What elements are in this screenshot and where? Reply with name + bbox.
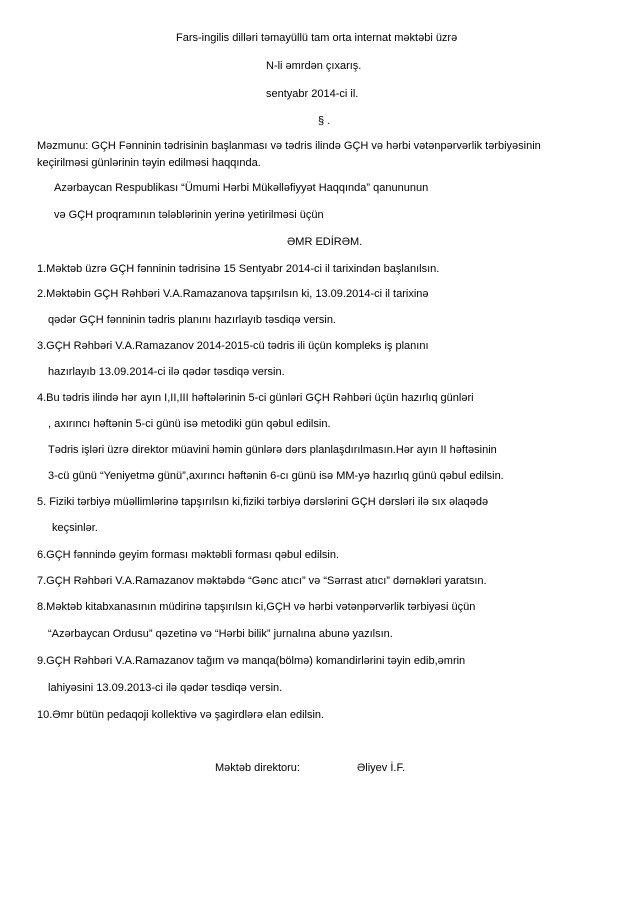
order-title: ƏMR EDİRƏM. <box>287 236 363 248</box>
signature-title: Məktəb direktoru: <box>215 762 300 774</box>
order-item-line: , axırıncı həftənin 5-ci günü isə metodiki gün qəbul edilsin. <box>48 418 331 430</box>
preamble-line: Azərbaycan Respublikası “Ümumi Hərbi Mükəlləfiyyət Haqqında” qanununun <box>54 182 429 194</box>
order-item-line: 6.GÇH fənnində geyim forması məktəbli forması qəbul edilsin. <box>37 549 340 561</box>
order-item-line: 10.Əmr bütün pedaqoji kollektivə və şagirdlərə elan edilsin. <box>37 709 325 721</box>
order-item-line: 9.GÇH Rəhbəri V.A.Ramazanov tağım və manqa(bölmə) komandirlərini təyin edib,əmrin <box>37 655 466 667</box>
order-item-line: 4.Bu tədris ilində hər ayın I,II,III həftələrinin 5-ci günləri GÇH Rəhbəri üçün hazırlıq günləri <box>37 392 474 404</box>
header-order-number: N-li əmrdən çıxarış. <box>266 60 362 72</box>
order-item-line: 3-cü günü “Yeniyetmə günü”,axırıncı həftənin 6-cı günü isə MM-yə hazırlıq günü qəbul edilsin. <box>48 470 504 482</box>
order-item-line: Tədris işləri üzrə direktor müavini həmin günlərə dərs planlaşdırılmasın.Hər ayın II həftəsinin <box>48 444 497 456</box>
signature-name: Əliyev İ.F. <box>357 762 406 774</box>
order-item-line: “Azərbaycan Ordusu” qəzetinə və “Hərbi bilik” jurnalına abunə yazılsın. <box>48 628 393 640</box>
header-date: sentyabr 2014-ci il. <box>266 88 359 100</box>
order-item-line: 1.Məktəb üzrə GÇH fənninin tədrisinə 15 Sentyabr 2014-ci il tarixindən başlanılsın. <box>37 263 440 275</box>
order-item-line: keçsinlər. <box>52 522 98 534</box>
header-school: Fars-ingilis dilləri təmayüllü tam orta internat məktəbi üzrə <box>176 32 458 44</box>
order-item-line: 2.Məktəbin GÇH Rəhbəri V.A.Ramazanova tapşırılsın ki, 13.09.2014-ci il tarixinə <box>37 288 429 300</box>
order-item-line: qədər GÇH fənninin tədris planını hazırlayıb təsdiqə versin. <box>48 314 336 326</box>
order-item-line: 8.Məktəb kitabxanasının müdirinə tapşırılsın ki,GÇH və hərbi vətənpərvərlik tərbiyəsi üçün <box>37 601 476 613</box>
document-subject: Məzmunu: GÇH Fənninin tədrisinin başlanması və tədris ilində GÇH və hərbi vətənpərvərlik tərbiyəsinin keçirilməsi günlərinin təyin edilməsi haqqında. <box>37 140 541 169</box>
preamble-line: və GÇH proqramının tələblərinin yerinə yetirilməsi üçün <box>54 209 324 221</box>
order-item-line: 7.GÇH Rəhbəri V.A.Ramazanov məktəbdə “Gənc atıcı” və “Sərrast atıcı” dərnəkləri yaratsın. <box>37 575 487 587</box>
header-section: § . <box>318 115 331 127</box>
order-item-line: lahiyəsini 13.09.2013-ci ilə qədər təsdiqə versin. <box>48 682 283 694</box>
order-item-line: 3.GÇH Rəhbəri V.A.Ramazanov 2014-2015-cü tədris ili üçün kompleks iş planını <box>37 340 429 352</box>
order-item-line: hazırlayıb 13.09.2014-ci ilə qədər təsdiqə versin. <box>48 366 285 378</box>
order-item-line: 5. Fiziki tərbiyə müəllimlərinə tapşırılsın ki,fiziki tərbiyə dərslərini GÇH dərsləri ilə sıx əlaqədə <box>37 496 489 508</box>
